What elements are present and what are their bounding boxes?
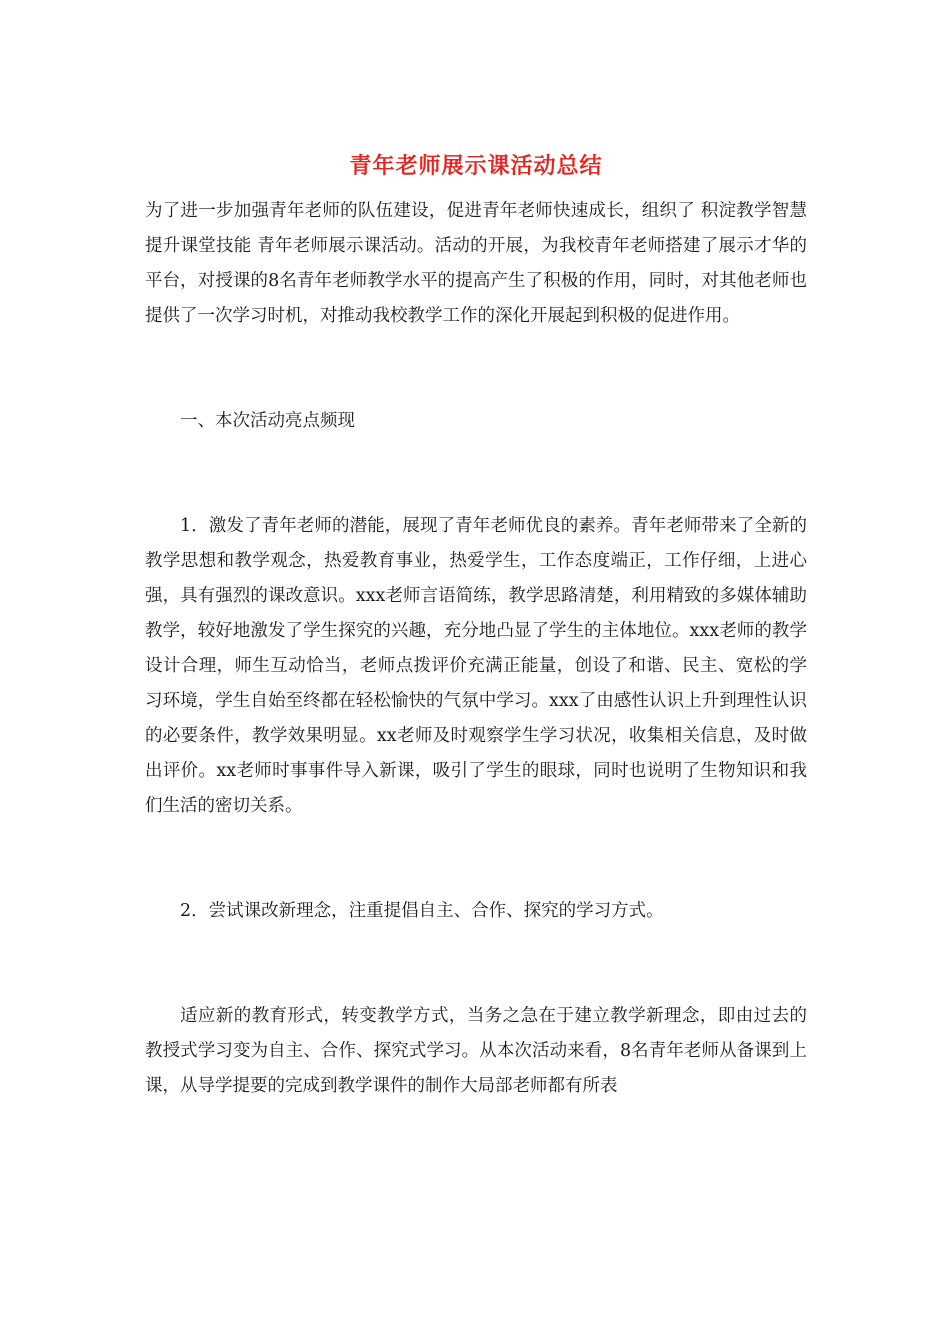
section-heading-1: 一、本次活动亮点频现 [180, 411, 355, 431]
spacer [145, 929, 807, 999]
spacer [145, 334, 807, 404]
intro-paragraph: 为了进一步加强青年老师的队伍建设，促进青年老师快速成长，组织了 积淀教学智慧 提升课堂技能 青年老师展示课活动。活动的开展，为我校青年老师搭建了展示才华的平台，对授课的8名青年老师教学水平的提高产生了积极的作用，同时，对其他老师也提供了一次学习时机，对推动我校教学工作的深化开展起到积极的促进作用。 [145, 201, 807, 326]
spacer [145, 439, 807, 509]
point-2-paragraph: 适应新的教育形式，转变教学方式，当务之急在于建立教学新理念，即由过去的教授式学习变为自主、合作、探究式学习。从本次活动来看，8名青年老师从备课到上课，从导学提要的完成到教学课件的制作大局部老师都有所表 [145, 1006, 807, 1096]
document-page [145, 150, 807, 1104]
spacer [145, 824, 807, 894]
point-2-heading: 2．尝试课改新理念，注重提倡自主、合作、探究的学习方式。 [180, 901, 664, 921]
document-title: 青年老师展示课活动总结 [349, 153, 603, 179]
point-1-paragraph: 1．激发了青年老师的潜能，展现了青年老师优良的素养。青年老师带来了全新的教学思想和教学观念，热爱教育事业，热爱学生，工作态度端正，工作仔细，上进心强，具有强烈的课改意识。xxx老师言语简练，教学思路清楚，利用精致的多媒体辅助教学，较好地激发了学生探究的兴趣，充分地凸显了学生的主体地位。xxx老师的教学设计合理，师生互动恰当，老师点拨评价充满正能量，创设了和谐、民主、宽松的学习环境，学生自始至终都在轻松愉快的气氛中学习。xxx了由感性认识上升到理性认识的必要条件，教学效果明显。xx老师及时观察学生学习状况，收集相关信息，及时做出评价。xx老师时事事件导入新课，吸引了学生的眼球，同时也说明了生物知识和我们生活的密切关系。 [145, 516, 807, 816]
